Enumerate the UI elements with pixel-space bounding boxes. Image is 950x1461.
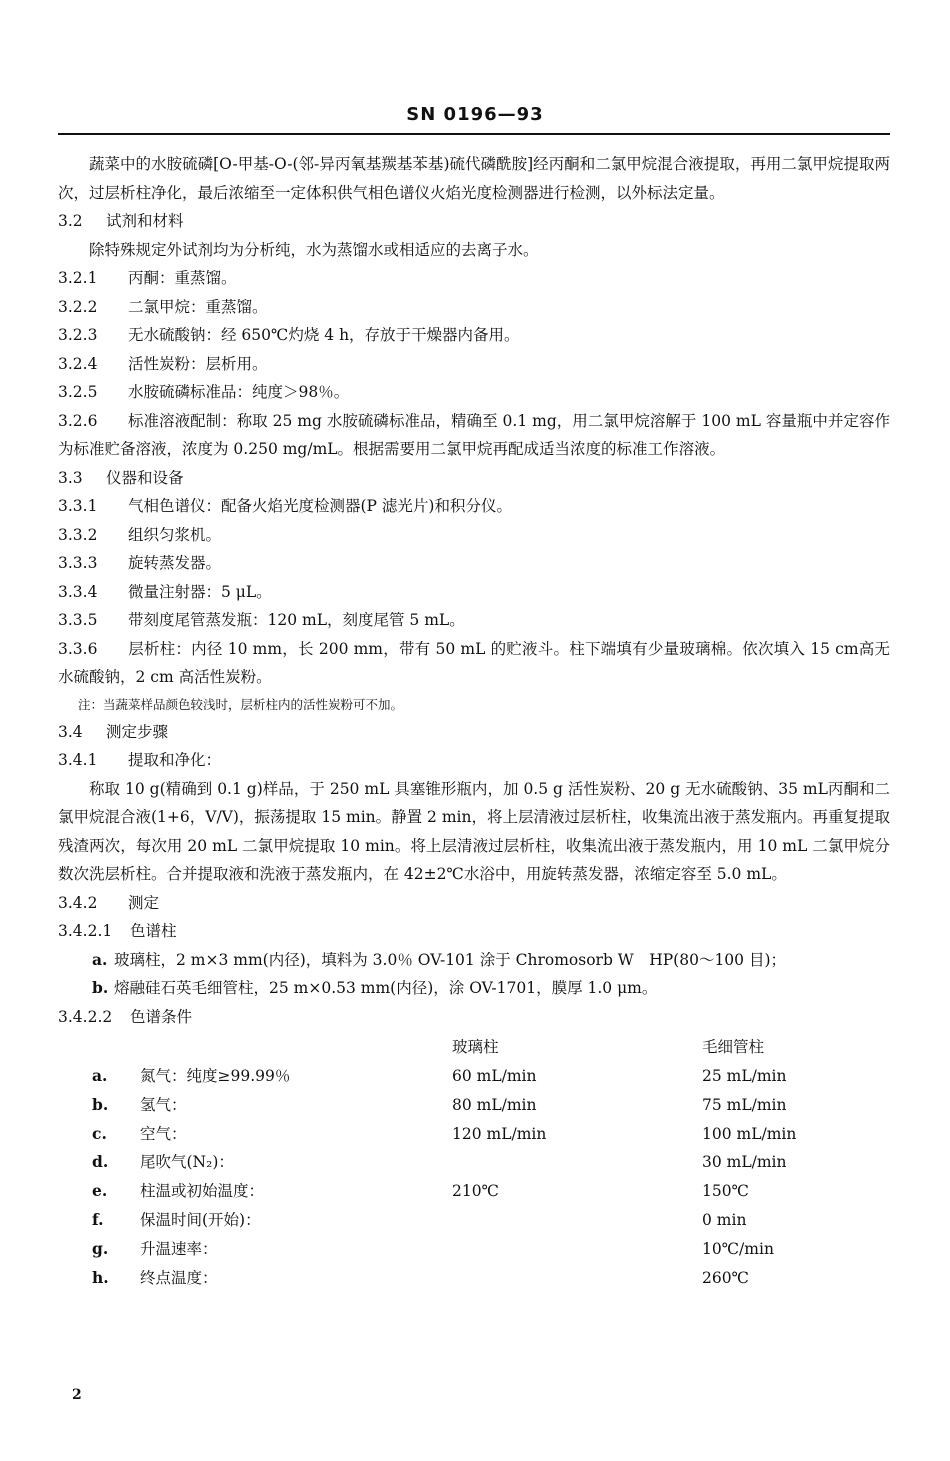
row-capillary-value: 25 mL/min — [702, 1066, 787, 1085]
clause-text: 层析柱：内径 10 mm，长 200 mm，带有 50 mL 的贮液斗。柱下端填有少量玻璃棉。依次填入 15 cm高无水硫酸钠，2 cm 高活性炭粉。 — [58, 639, 890, 686]
row-label: b. — [92, 1094, 109, 1114]
row-glass-value: 210℃ — [452, 1182, 499, 1201]
clause-number: 3.2.2 — [58, 297, 98, 316]
section-3-2-text: 除特殊规定外试剂均为分析纯，水为蒸馏水或相适应的去离子水。 — [89, 240, 539, 259]
clause-3-2-2 — [58, 293, 890, 322]
clause-title: 色谱条件 — [130, 1007, 193, 1026]
section-number: 3.2 — [58, 212, 83, 230]
page-number: 2 — [72, 1387, 82, 1403]
row-label: g. — [92, 1238, 109, 1258]
table-row — [58, 1119, 882, 1148]
clause-3-2-3 — [58, 321, 890, 350]
row-capillary-value: 100 mL/min — [702, 1124, 797, 1143]
table-row — [58, 1235, 882, 1264]
clause-number: 3.3.3 — [58, 554, 98, 572]
clause-number: 3.4.2 — [58, 893, 98, 912]
clause-number: 3.2.1 — [58, 269, 98, 287]
row-glass-value — [452, 1263, 702, 1292]
clause-text: 气相色谱仪：配备火焰光度检测器(P 滤光片)和积分仪。 — [128, 497, 512, 515]
row-name: 尾吹气(N₂)： — [140, 1153, 234, 1172]
clause-title: 色谱柱 — [130, 922, 177, 940]
clause-number: 3.3.2 — [58, 525, 98, 544]
chromatography-conditions-table — [58, 1033, 882, 1292]
row-glass-value — [452, 1148, 702, 1177]
row-label: f. — [92, 1209, 104, 1229]
clause-text: 水胺硫磷标准品：纯度＞98％。 — [128, 383, 350, 401]
clause-3-2-6 — [58, 407, 890, 464]
clause-text: 丙酮：重蒸馏。 — [128, 269, 237, 287]
row-label: a. — [92, 1065, 108, 1085]
clause-number: 3.4.2.1 — [58, 922, 113, 940]
document-body — [58, 150, 890, 1292]
clause-3-4-1-text: 称取 10 g(精确到 0.1 g)样品，于 250 mL 具塞锥形瓶内，加 0.5 g 活性炭粉、20 g 无水硫酸钠、35 mL丙酮和二氯甲烷混合液(1+6，V/V)，振荡提取 15 min。静置 2 min，将上层清液过层析柱，收集流出液于蒸发瓶内。再重复提取残渣两次，每次用 20 mL 二氯甲烷提取 10 min。将上层清液过层析柱，收集流出液于蒸发瓶内，用 10 mL 二氯甲烷分数次洗层析柱。合并提取液和洗液于蒸发瓶内，在 42±2℃水浴中，用旋转蒸发器，浓缩定容至 5.0 mL。 — [58, 779, 890, 883]
clause-text: 旋转蒸发器。 — [128, 554, 222, 572]
section-number: 3.3 — [58, 468, 83, 487]
row-name: 空气： — [140, 1124, 187, 1143]
clause-number: 3.2.4 — [58, 354, 98, 373]
clause-text: 组织匀浆机。 — [128, 525, 222, 544]
section-number: 3.4 — [58, 722, 83, 741]
clause-text: 活性炭粉：层析用。 — [128, 354, 268, 373]
clause-3-3-5 — [58, 606, 890, 635]
row-name: 氮气：纯度≥99.99％ — [140, 1066, 291, 1085]
section-title: 测定步骤 — [106, 722, 169, 741]
row-name: 保温时间(开始)： — [140, 1210, 261, 1229]
section-3-2-heading — [58, 207, 890, 236]
row-name: 氢气： — [140, 1095, 187, 1114]
clause-3-3-2 — [58, 521, 890, 550]
clause-3-4-1 — [58, 746, 890, 775]
clause-3-3-3 — [58, 549, 890, 578]
row-name: 升温速率： — [140, 1239, 218, 1258]
clause-text: 标准溶液配制：称取 25 mg 水胺硫磷标准品，精确至 0.1 mg，用二氯甲烷溶解于 100 mL 容量瓶中并定容作为标准贮备溶液，浓度为 0.250 mg/mL。根据需要用二氯甲烷再配成适当浓度的标准工作溶液。 — [58, 411, 890, 458]
header-rule — [58, 133, 890, 135]
clause-text: 无水硫酸钠：经 650℃灼烧 4 h，存放于干燥器内备用。 — [128, 326, 520, 344]
clause-number: 3.4.2.2 — [58, 1007, 113, 1026]
row-capillary-value: 30 mL/min — [702, 1153, 787, 1172]
row-label: d. — [92, 1152, 109, 1172]
section-3-4-heading — [58, 718, 890, 747]
table-row — [58, 1062, 882, 1091]
row-capillary-value: 150℃ — [702, 1182, 749, 1201]
clause-3-2-5 — [58, 378, 890, 407]
clause-3-4-2 — [58, 889, 890, 918]
table-row — [58, 1148, 882, 1177]
row-label: h. — [92, 1267, 109, 1287]
clause-text: 微量注射器：5 μL。 — [128, 582, 272, 601]
row-glass-value — [452, 1235, 702, 1264]
clause-3-4-2-1 — [58, 917, 890, 946]
table-row — [58, 1263, 882, 1292]
row-capillary-value: 10℃/min — [702, 1239, 774, 1258]
document-header: SN 0196—93 — [406, 104, 544, 125]
clause-3-3-4 — [58, 578, 890, 607]
col-header-capillary: 毛细管柱 — [702, 1038, 765, 1057]
section-3-3-heading — [58, 464, 890, 493]
clause-3-3-1 — [58, 492, 890, 521]
row-name: 柱温或初始温度： — [140, 1182, 265, 1201]
clause-number: 3.3.1 — [58, 497, 98, 515]
note: 注：当蔬菜样品颜色较浅时，层析柱内的活性炭粉可不加。 — [78, 696, 404, 712]
intro-paragraph: 蔬菜中的水胺硫磷[O-甲基-O-(邻-异丙氧基羰基苯基)硫代磷酰胺]经丙酮和二氯甲烷混合液提取，再用二氯甲烷提取两次，过层析柱净化，最后浓缩至一定体积供气相色谱仪火焰光度检测器进行检测，以外标法定量。 — [58, 155, 890, 202]
row-capillary-value: 0 min — [702, 1210, 747, 1229]
table-header-row — [58, 1033, 882, 1062]
column-item-b — [58, 974, 890, 1003]
row-label: e. — [92, 1181, 108, 1201]
table-row — [58, 1091, 882, 1120]
item-label: a. — [92, 949, 108, 969]
clause-title: 提取和净化： — [128, 751, 222, 769]
row-label: c. — [92, 1123, 107, 1143]
clause-title: 测定 — [128, 893, 160, 912]
item-text: 熔融硅石英毛细管柱，25 m×0.53 mm(内径)，涂 OV-1701，膜厚 1.0 μm。 — [114, 979, 658, 997]
section-title: 试剂和材料 — [106, 212, 184, 230]
row-capillary-value: 260℃ — [702, 1268, 749, 1287]
table-row — [58, 1206, 882, 1235]
clause-3-2-4 — [58, 350, 890, 379]
section-title: 仪器和设备 — [106, 468, 184, 487]
clause-number: 3.4.1 — [58, 751, 98, 769]
row-capillary-value: 75 mL/min — [702, 1095, 787, 1114]
row-glass-value: 80 mL/min — [452, 1095, 537, 1114]
item-label: b. — [92, 978, 109, 997]
column-item-a — [58, 946, 890, 975]
row-name: 终点温度： — [140, 1268, 218, 1287]
clause-number: 3.3.4 — [58, 582, 98, 601]
clause-3-2-1 — [58, 264, 890, 293]
item-text: 玻璃柱，2 m×3 mm(内径)，填料为 3.0％ OV-101 涂于 Chromosorb W HP(80～100 目)； — [114, 950, 787, 969]
clause-number: 3.3.6 — [58, 639, 98, 658]
clause-text: 二氯甲烷：重蒸馏。 — [128, 297, 268, 316]
clause-3-4-2-2 — [58, 1003, 890, 1032]
table-row — [58, 1177, 882, 1206]
col-header-glass: 玻璃柱 — [452, 1038, 499, 1057]
clause-3-3-6 — [58, 635, 890, 692]
row-glass-value: 60 mL/min — [452, 1066, 537, 1085]
clause-number: 3.2.6 — [58, 411, 98, 430]
row-glass-value — [452, 1206, 702, 1235]
clause-text: 带刻度尾管蒸发瓶：120 mL，刻度尾管 5 mL。 — [128, 611, 465, 629]
clause-number: 3.2.3 — [58, 326, 98, 344]
clause-number: 3.2.5 — [58, 383, 98, 401]
row-glass-value: 120 mL/min — [452, 1124, 547, 1143]
clause-number: 3.3.5 — [58, 611, 98, 629]
